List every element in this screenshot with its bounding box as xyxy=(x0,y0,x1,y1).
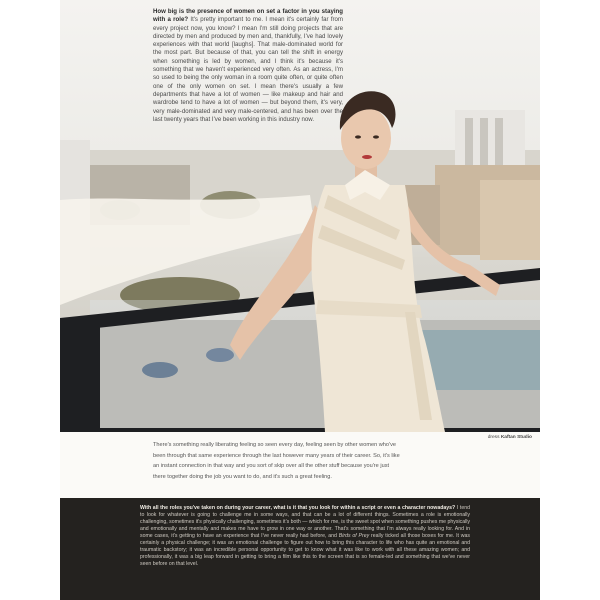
intro-question: How big is the presence of women on set a factor in you staying with a role? xyxy=(153,8,343,24)
middle-paragraph xyxy=(153,440,453,482)
intro-paragraph xyxy=(153,8,343,124)
bottom-answer-part-1: I tend to look for whatever is going to challenge me in some ways, and that can be a lot of different things. Sometimes a role is emotionally challenging, sometimes it's physically challenging, sometimes it's both — which for me, is the sweet spot when something pushes me physically and emotionally and mentally and makes me have to grow in one way or another. That's something that I'm always really looking for. And in some cases, it's getting to have an experience that I've never really had before, and xyxy=(140,505,471,540)
bottom-paragraph xyxy=(140,505,470,568)
railing-post xyxy=(60,325,100,432)
eye xyxy=(355,135,361,138)
eye xyxy=(373,135,379,138)
building xyxy=(480,180,540,260)
building-window xyxy=(495,118,503,168)
middle-line: There's something really liberating feeling so seen every day, feeling seen by other women who've xyxy=(153,442,397,448)
building-window xyxy=(465,118,473,168)
credit-label: dress xyxy=(487,435,500,440)
middle-line: been through that same experience through the last however many years of their career. So, it's like xyxy=(153,452,400,459)
middle-line: there together doing the job you want to do, and it's such a great feeling. xyxy=(153,473,332,480)
magazine-page xyxy=(60,0,540,600)
intro-answer: It's pretty important to me. I mean it's certainly far from every project now, you know? I mean I'm still doing projects that are directed by men and produced by men and, thankfully, I've had lovely experiences with that world [laughs]. That male-dominated world for the most part. But because of that, you can tell the shift in energy when something is led by women, and I think it's because it's something that we haven't experienced very often. As an actress, I'm so used to being the only woman in a room quite often, or quite often one of the only women on set. I mean there's usually a few departments that have a lot of women — like makeup and hair and wardrobe tend to have a lot of women — but beyond them, it's very, very male-dominated and very male-centered, and has been over the last twenty years that I've been working in this industry now. xyxy=(153,16,344,123)
lips xyxy=(362,155,372,159)
building-window xyxy=(480,118,488,168)
bottom-question: With all the roles you've taken on during your career, what is it that you look for within a script or even a character nowadays? xyxy=(140,505,456,511)
credit-brand: Kaftan Studio xyxy=(500,435,532,440)
bottom-answer-part-2: really ticked all those boxes for me. It was certainly a physical challenge; it was an emotional challenge to figure out how to bring this character to life who has quite an emotional and traumatic backstory; it was an incredible personal opportunity to get to know what it was like to work with all these amazing women; and professionally, it was a big leap forward in getting to bring a film like this to the screen that is so female-led and something that we've never seen before on that level. xyxy=(140,533,471,568)
film-title: Birds of Prey xyxy=(338,533,370,540)
photo-credit xyxy=(488,435,532,440)
middle-line: an instant connection in that way and you sort of skip over all the other stuff because you're just xyxy=(153,463,390,470)
